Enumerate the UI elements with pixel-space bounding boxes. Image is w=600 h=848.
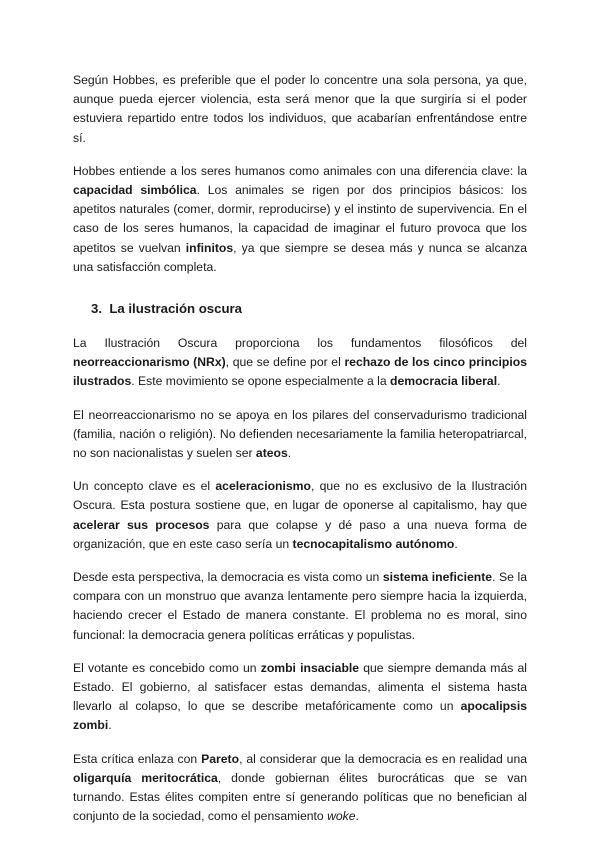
bold-term: oligarquía meritocrática <box>73 770 218 785</box>
bold-term: apocalipsis zombi <box>73 699 527 733</box>
paragraph-text: La Ilustración Oscura proporciona los fundamentos filosóficos del <box>73 336 527 351</box>
bold-term: Pareto <box>201 751 240 766</box>
paragraph-text: Desde esta perspectiva, la democracia es vista como un <box>73 570 383 585</box>
bold-term: zombi insaciable <box>260 660 360 675</box>
paragraph-text: . <box>108 718 112 733</box>
paragraph-neoreaction <box>73 406 527 464</box>
paragraph-text: . <box>287 446 292 461</box>
bold-term: ateos <box>255 446 288 461</box>
paragraph-text: El votante es concebido como un <box>73 660 261 675</box>
bold-term: aceleracionismo <box>215 479 311 494</box>
paragraph-hobbes-power <box>73 71 527 148</box>
paragraph-pareto <box>73 750 527 827</box>
paragraph-dark-enlightenment <box>73 334 527 392</box>
paragraph-text: Un concepto clave es el <box>73 479 216 494</box>
paragraph-text: . Este movimiento se opone especialmente a la <box>131 374 391 389</box>
paragraph-text: para que colapse y dé paso a una nueva forma de organización, que en este caso sería un <box>73 517 527 551</box>
paragraph-zombie-voter <box>73 659 527 736</box>
paragraph-text: . Se la compara con un monstruo que avanza lentamente pero siempre hacia la izquierda, haciendo crecer el Estado de manera constante. El problema no es moral, sino funcional: la democracia genera políticas erráticas y populistas. <box>73 570 527 642</box>
paragraph-text: , que se define por el <box>225 355 345 370</box>
paragraph-text: . <box>454 536 458 551</box>
bold-term: capacidad simbólica <box>73 183 197 198</box>
bold-term: tecnocapitalismo autónomo <box>292 536 455 551</box>
section-number: 3. <box>91 301 102 317</box>
bold-term: sistema ineficiente <box>382 570 493 585</box>
bold-term: acelerar sus procesos <box>73 517 210 532</box>
paragraph-text: Esta crítica enlaza con <box>73 751 202 766</box>
document-body <box>73 71 527 841</box>
bold-term: democracia liberal <box>390 374 498 389</box>
paragraph-democracy-inefficient <box>73 568 527 645</box>
paragraph-text: El neorreaccionarismo no se apoya en los pilares del conservadurismo tradicional (familia, nación o religión). No defienden necesariamente la familia heteropatriarcal, no son nacionalistas y suelen ser <box>73 407 527 461</box>
bold-term: infinitos <box>185 240 234 255</box>
section-heading <box>91 299 527 318</box>
section-title: La ilustración oscura <box>109 301 242 317</box>
paragraph-text: Según Hobbes, es preferible que el poder lo concentre una sola persona, ya que, aunque pueda ejercer violencia, esta será menor que la que surgiría si el poder estuviera repartido entre todos los individuos, que acabarían enfrentándose entre sí. <box>73 73 527 145</box>
bold-term: neorreaccionarismo (NRx) <box>73 355 226 370</box>
paragraph-hobbes-human <box>73 162 527 277</box>
italic-term: woke <box>327 809 356 824</box>
paragraph-accelerationism <box>73 477 527 554</box>
paragraph-text: . <box>355 809 359 824</box>
paragraph-text: que siempre demanda más al Estado. El gobierno, al satisfacer estas demandas, alimenta el sistema hasta llevarlo al colapso, lo que se describe metafóricamente como un <box>73 660 527 714</box>
paragraph-text: , ya que siempre se desea más y nunca se alcanza una satisfacción completa. <box>73 240 527 274</box>
paragraph-text: , al considerar que la democracia es en realidad una <box>239 751 528 766</box>
paragraph-text: Hobbes entiende a los seres humanos como animales con una diferencia clave: la <box>73 163 527 178</box>
paragraph-text: , que no es exclusivo de la Ilustración Oscura. Esta postura sostiene que, en lugar de oponerse al capitalismo, hay que <box>73 479 527 513</box>
paragraph-text: , donde gobiernan élites burocráticas que se van turnando. Estas élites compiten entre sí generando políticas que no benefician al conjunto de la sociedad, como el pensamiento <box>73 770 527 824</box>
bold-term: rechazo de los cinco principios ilustrados <box>73 355 527 389</box>
paragraph-text: . <box>497 374 501 389</box>
paragraph-text: . Los animales se rigen por dos principios básicos: los apetitos naturales (comer, dormir, reproducirse) y el instinto de supervivencia. En el caso de los seres humanos, la capacidad de imaginar el futuro provoca que los apetitos se vuelvan <box>73 183 528 255</box>
